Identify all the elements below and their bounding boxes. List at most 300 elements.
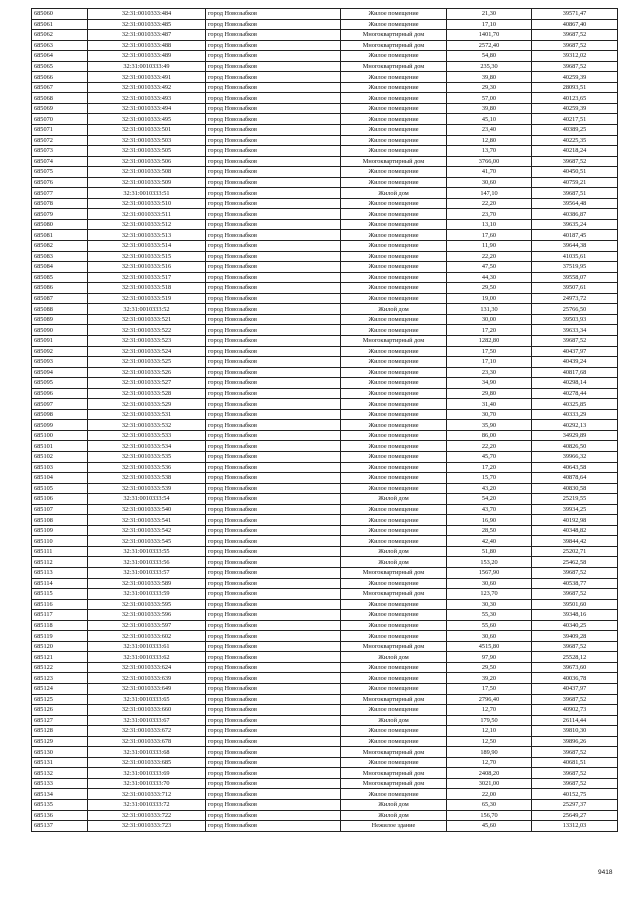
row-number-cell: 685116 [32, 599, 88, 610]
table-row [32, 736, 618, 747]
cadastral-number-cell: 32:31:0010333:501 [88, 125, 206, 136]
location-cell: город Новозыбков [206, 272, 341, 283]
object-type-cell: Жилое помещение [341, 283, 447, 294]
table-row [32, 504, 618, 515]
row-number-cell: 685083 [32, 251, 88, 262]
row-number-cell: 685120 [32, 641, 88, 652]
table-row [32, 325, 618, 336]
location-cell: город Новозыбков [206, 367, 341, 378]
object-type-cell: Жилое помещение [341, 420, 447, 431]
object-type-cell: Жилой дом [341, 715, 447, 726]
area-cell: 2572,40 [447, 40, 532, 51]
location-cell: город Новозыбков [206, 219, 341, 230]
location-cell: город Новозыбков [206, 177, 341, 188]
table-row [32, 599, 618, 610]
row-number-cell: 685090 [32, 325, 88, 336]
cadastral-number-cell: 32:31:0010333:712 [88, 789, 206, 800]
row-number-cell: 685087 [32, 293, 88, 304]
unit-price-cell: 40123,65 [532, 93, 618, 104]
area-cell: 57,00 [447, 93, 532, 104]
location-cell: город Новозыбков [206, 125, 341, 136]
area-cell: 17,20 [447, 462, 532, 473]
unit-price-cell: 40826,50 [532, 441, 618, 452]
object-type-cell: Жилое помещение [341, 93, 447, 104]
cadastral-number-cell: 32:31:0010333:672 [88, 726, 206, 737]
row-number-cell: 685117 [32, 610, 88, 621]
area-cell: 41,70 [447, 167, 532, 178]
object-type-cell: Жилое помещение [341, 451, 447, 462]
object-type-cell: Жилой дом [341, 810, 447, 821]
unit-price-cell: 40036,78 [532, 673, 618, 684]
area-cell: 12,70 [447, 757, 532, 768]
location-cell: город Новозыбков [206, 705, 341, 716]
location-cell: город Новозыбков [206, 641, 341, 652]
cadastral-number-cell: 32:31:0010333:542 [88, 525, 206, 536]
object-type-cell: Жилое помещение [341, 525, 447, 536]
object-type-cell: Жилое помещение [341, 125, 447, 136]
row-number-cell: 685067 [32, 82, 88, 93]
unit-price-cell: 39409,28 [532, 631, 618, 642]
location-cell: город Новозыбков [206, 504, 341, 515]
area-cell: 13,70 [447, 146, 532, 157]
cadastral-number-cell: 32:31:0010333:56 [88, 557, 206, 568]
cadastral-number-cell: 32:31:0010333:723 [88, 821, 206, 832]
location-cell: город Новозыбков [206, 483, 341, 494]
row-number-cell: 685099 [32, 420, 88, 431]
object-type-cell: Жилое помещение [341, 167, 447, 178]
row-number-cell: 685108 [32, 515, 88, 526]
table-row [32, 525, 618, 536]
cadastral-number-cell: 32:31:0010333:538 [88, 473, 206, 484]
cadastral-number-cell: 32:31:0010333:532 [88, 420, 206, 431]
row-number-cell: 685091 [32, 335, 88, 346]
row-number-cell: 685131 [32, 757, 88, 768]
table-row [32, 378, 618, 389]
location-cell: город Новозыбков [206, 694, 341, 705]
unit-price-cell: 39564,48 [532, 198, 618, 209]
location-cell: город Новозыбков [206, 167, 341, 178]
area-cell: 156,70 [447, 810, 532, 821]
object-type-cell: Жилое помещение [341, 388, 447, 399]
location-cell: город Новозыбков [206, 251, 341, 262]
unit-price-cell: 40192,98 [532, 515, 618, 526]
row-number-cell: 685126 [32, 705, 88, 716]
area-cell: 4515,80 [447, 641, 532, 652]
table-row [32, 19, 618, 30]
area-cell: 189,90 [447, 747, 532, 758]
location-cell: город Новозыбков [206, 9, 341, 20]
table-row [32, 536, 618, 547]
location-cell: город Новозыбков [206, 82, 341, 93]
location-cell: город Новозыбков [206, 684, 341, 695]
area-cell: 16,90 [447, 515, 532, 526]
location-cell: город Новозыбков [206, 325, 341, 336]
table-row [32, 557, 618, 568]
table-row [32, 251, 618, 262]
location-cell: город Новозыбков [206, 536, 341, 547]
registry-table-container [31, 8, 617, 832]
object-type-cell: Жилое помещение [341, 262, 447, 273]
location-cell: город Новозыбков [206, 620, 341, 631]
unit-price-cell: 40152,75 [532, 789, 618, 800]
unit-price-cell: 40437,97 [532, 684, 618, 695]
location-cell: город Новозыбков [206, 789, 341, 800]
row-number-cell: 685063 [32, 40, 88, 51]
area-cell: 12,70 [447, 705, 532, 716]
object-type-cell: Жилой дом [341, 494, 447, 505]
row-number-cell: 685078 [32, 198, 88, 209]
cadastral-number-cell: 32:31:0010333:493 [88, 93, 206, 104]
object-type-cell: Жилое помещение [341, 198, 447, 209]
object-type-cell: Жилое помещение [341, 684, 447, 695]
row-number-cell: 685111 [32, 546, 88, 557]
object-type-cell: Жилое помещение [341, 219, 447, 230]
table-row [32, 589, 618, 600]
location-cell: город Новозыбков [206, 135, 341, 146]
row-number-cell: 685137 [32, 821, 88, 832]
object-type-cell: Жилое помещение [341, 103, 447, 114]
unit-price-cell: 39507,61 [532, 283, 618, 294]
cadastral-number-cell: 32:31:0010333:595 [88, 599, 206, 610]
table-row [32, 641, 618, 652]
table-row [32, 441, 618, 452]
row-number-cell: 685073 [32, 146, 88, 157]
cadastral-number-cell: 32:31:0010333:597 [88, 620, 206, 631]
area-cell: 3766,00 [447, 156, 532, 167]
cadastral-number-cell: 32:31:0010333:54 [88, 494, 206, 505]
location-cell: город Новозыбков [206, 241, 341, 252]
registry-table [31, 8, 618, 832]
row-number-cell: 685096 [32, 388, 88, 399]
cadastral-number-cell: 32:31:0010333:521 [88, 314, 206, 325]
location-cell: город Новозыбков [206, 399, 341, 410]
unit-price-cell: 40225,35 [532, 135, 618, 146]
table-row [32, 198, 618, 209]
location-cell: город Новозыбков [206, 388, 341, 399]
object-type-cell: Жилое помещение [341, 726, 447, 737]
object-type-cell: Многоквартирный дом [341, 335, 447, 346]
row-number-cell: 685130 [32, 747, 88, 758]
location-cell: город Новозыбков [206, 146, 341, 157]
object-type-cell: Жилое помещение [341, 135, 447, 146]
table-row [32, 335, 618, 346]
area-cell: 47,50 [447, 262, 532, 273]
location-cell: город Новозыбков [206, 599, 341, 610]
row-number-cell: 685113 [32, 567, 88, 578]
object-type-cell: Жилое помещение [341, 620, 447, 631]
table-row [32, 114, 618, 125]
object-type-cell: Жилое помещение [341, 19, 447, 30]
location-cell: город Новозыбков [206, 610, 341, 621]
unit-price-cell: 39644,38 [532, 241, 618, 252]
cadastral-number-cell: 32:31:0010333:678 [88, 736, 206, 747]
unit-price-cell: 25219,55 [532, 494, 618, 505]
cadastral-number-cell: 32:31:0010333:529 [88, 399, 206, 410]
location-cell: город Новозыбков [206, 473, 341, 484]
object-type-cell: Жилой дом [341, 546, 447, 557]
area-cell: 45,60 [447, 821, 532, 832]
object-type-cell: Жилое помещение [341, 662, 447, 673]
row-number-cell: 685127 [32, 715, 88, 726]
unit-price-cell: 39687,52 [532, 61, 618, 72]
table-row [32, 673, 618, 684]
object-type-cell: Жилое помещение [341, 230, 447, 241]
area-cell: 19,00 [447, 293, 532, 304]
object-type-cell: Многоквартирный дом [341, 778, 447, 789]
table-row [32, 219, 618, 230]
unit-price-cell: 39558,07 [532, 272, 618, 283]
object-type-cell: Жилое помещение [341, 599, 447, 610]
unit-price-cell: 25528,12 [532, 652, 618, 663]
cadastral-number-cell: 32:31:0010333:536 [88, 462, 206, 473]
object-type-cell: Жилое помещение [341, 367, 447, 378]
table-row [32, 747, 618, 758]
table-row [32, 800, 618, 811]
cadastral-number-cell: 32:31:0010333:539 [88, 483, 206, 494]
cadastral-number-cell: 32:31:0010333:528 [88, 388, 206, 399]
location-cell: город Новозыбков [206, 757, 341, 768]
row-number-cell: 685102 [32, 451, 88, 462]
cadastral-number-cell: 32:31:0010333:531 [88, 409, 206, 420]
row-number-cell: 685071 [32, 125, 88, 136]
table-row [32, 167, 618, 178]
object-type-cell: Жилое помещение [341, 241, 447, 252]
object-type-cell: Жилое помещение [341, 399, 447, 410]
object-type-cell: Жилое помещение [341, 272, 447, 283]
object-type-cell: Жилое помещение [341, 177, 447, 188]
location-cell: город Новозыбков [206, 262, 341, 273]
registry-table-body [32, 9, 618, 832]
cadastral-number-cell: 32:31:0010333:484 [88, 9, 206, 20]
cadastral-number-cell: 32:31:0010333:503 [88, 135, 206, 146]
area-cell: 30,60 [447, 631, 532, 642]
cadastral-number-cell: 32:31:0010333:540 [88, 504, 206, 515]
cadastral-number-cell: 32:31:0010333:534 [88, 441, 206, 452]
location-cell: город Новозыбков [206, 673, 341, 684]
unit-price-cell: 39687,52 [532, 567, 618, 578]
table-row [32, 293, 618, 304]
unit-price-cell: 37519,95 [532, 262, 618, 273]
object-type-cell: Многоквартирный дом [341, 567, 447, 578]
table-row [32, 367, 618, 378]
area-cell: 11,90 [447, 241, 532, 252]
table-row [32, 451, 618, 462]
row-number-cell: 685075 [32, 167, 88, 178]
object-type-cell: Многоквартирный дом [341, 61, 447, 72]
area-cell: 22,20 [447, 198, 532, 209]
unit-price-cell: 25649,27 [532, 810, 618, 821]
row-number-cell: 685112 [32, 557, 88, 568]
table-row [32, 146, 618, 157]
cadastral-number-cell: 32:31:0010333:524 [88, 346, 206, 357]
location-cell: город Новозыбков [206, 40, 341, 51]
cadastral-number-cell: 32:31:0010333:525 [88, 357, 206, 368]
row-number-cell: 685133 [32, 778, 88, 789]
table-row [32, 399, 618, 410]
area-cell: 1401,70 [447, 30, 532, 41]
unit-price-cell: 40643,58 [532, 462, 618, 473]
object-type-cell: Жилое помещение [341, 515, 447, 526]
location-cell: город Новозыбков [206, 30, 341, 41]
location-cell: город Новозыбков [206, 293, 341, 304]
table-row [32, 705, 618, 716]
object-type-cell: Жилое помещение [341, 146, 447, 157]
object-type-cell: Жилое помещение [341, 430, 447, 441]
location-cell: город Новозыбков [206, 209, 341, 220]
row-number-cell: 685097 [32, 399, 88, 410]
location-cell: город Новозыбков [206, 198, 341, 209]
unit-price-cell: 40759,21 [532, 177, 618, 188]
row-number-cell: 685064 [32, 51, 88, 62]
unit-price-cell: 39934,25 [532, 504, 618, 515]
cadastral-number-cell: 32:31:0010333:509 [88, 177, 206, 188]
unit-price-cell: 39687,52 [532, 778, 618, 789]
object-type-cell: Жилое помещение [341, 473, 447, 484]
table-row [32, 9, 618, 20]
row-number-cell: 685065 [32, 61, 88, 72]
row-number-cell: 685100 [32, 430, 88, 441]
row-number-cell: 685124 [32, 684, 88, 695]
table-row [32, 757, 618, 768]
row-number-cell: 685072 [32, 135, 88, 146]
unit-price-cell: 39571,47 [532, 9, 618, 20]
unit-price-cell: 40817,68 [532, 367, 618, 378]
object-type-cell: Жилое помещение [341, 757, 447, 768]
unit-price-cell: 40259,39 [532, 72, 618, 83]
table-row [32, 262, 618, 273]
cadastral-number-cell: 32:31:0010333:68 [88, 747, 206, 758]
table-row [32, 72, 618, 83]
location-cell: город Новозыбков [206, 430, 341, 441]
area-cell: 22,20 [447, 251, 532, 262]
unit-price-cell: 26114,44 [532, 715, 618, 726]
row-number-cell: 685085 [32, 272, 88, 283]
table-row [32, 494, 618, 505]
area-cell: 43,70 [447, 504, 532, 515]
row-number-cell: 685061 [32, 19, 88, 30]
area-cell: 31,40 [447, 399, 532, 410]
unit-price-cell: 40298,14 [532, 378, 618, 389]
table-row [32, 662, 618, 673]
unit-price-cell: 39896,26 [532, 736, 618, 747]
area-cell: 54,20 [447, 494, 532, 505]
row-number-cell: 685092 [32, 346, 88, 357]
area-cell: 45,70 [447, 451, 532, 462]
unit-price-cell: 24973,72 [532, 293, 618, 304]
unit-price-cell: 40218,24 [532, 146, 618, 157]
cadastral-number-cell: 32:31:0010333:519 [88, 293, 206, 304]
unit-price-cell: 39503,93 [532, 314, 618, 325]
row-number-cell: 685115 [32, 589, 88, 600]
unit-price-cell: 40681,51 [532, 757, 618, 768]
cadastral-number-cell: 32:31:0010333:660 [88, 705, 206, 716]
row-number-cell: 685076 [32, 177, 88, 188]
row-number-cell: 685080 [32, 219, 88, 230]
table-row [32, 230, 618, 241]
location-cell: город Новозыбков [206, 378, 341, 389]
object-type-cell: Жилое помещение [341, 346, 447, 357]
area-cell: 17,50 [447, 346, 532, 357]
table-row [32, 314, 618, 325]
unit-price-cell: 40538,77 [532, 578, 618, 589]
object-type-cell: Жилое помещение [341, 293, 447, 304]
cadastral-number-cell: 32:31:0010333:495 [88, 114, 206, 125]
row-number-cell: 685104 [32, 473, 88, 484]
area-cell: 54,80 [447, 51, 532, 62]
unit-price-cell: 40348,82 [532, 525, 618, 536]
area-cell: 45,10 [447, 114, 532, 125]
row-number-cell: 685103 [32, 462, 88, 473]
row-number-cell: 685128 [32, 726, 88, 737]
unit-price-cell: 39687,52 [532, 40, 618, 51]
unit-price-cell: 39687,52 [532, 747, 618, 758]
location-cell: город Новозыбков [206, 726, 341, 737]
cadastral-number-cell: 32:31:0010333:505 [88, 146, 206, 157]
row-number-cell: 685060 [32, 9, 88, 20]
unit-price-cell: 40386,87 [532, 209, 618, 220]
row-number-cell: 685109 [32, 525, 88, 536]
object-type-cell: Нежилое здание [341, 821, 447, 832]
unit-price-cell: 25766,50 [532, 304, 618, 315]
area-cell: 34,90 [447, 378, 532, 389]
object-type-cell: Жилое помещение [341, 378, 447, 389]
unit-price-cell: 39966,32 [532, 451, 618, 462]
area-cell: 86,00 [447, 430, 532, 441]
cadastral-number-cell: 32:31:0010333:685 [88, 757, 206, 768]
unit-price-cell: 40187,45 [532, 230, 618, 241]
cadastral-number-cell: 32:31:0010333:61 [88, 641, 206, 652]
table-row [32, 473, 618, 484]
row-number-cell: 685114 [32, 578, 88, 589]
object-type-cell: Жилой дом [341, 800, 447, 811]
area-cell: 29,30 [447, 82, 532, 93]
row-number-cell: 685119 [32, 631, 88, 642]
cadastral-number-cell: 32:31:0010333:514 [88, 241, 206, 252]
cadastral-number-cell: 32:31:0010333:523 [88, 335, 206, 346]
table-row [32, 789, 618, 800]
unit-price-cell: 40830,58 [532, 483, 618, 494]
cadastral-number-cell: 32:31:0010333:596 [88, 610, 206, 621]
object-type-cell: Жилой дом [341, 652, 447, 663]
location-cell: город Новозыбков [206, 546, 341, 557]
cadastral-number-cell: 32:31:0010333:508 [88, 167, 206, 178]
table-row [32, 567, 618, 578]
unit-price-cell: 41035,61 [532, 251, 618, 262]
table-row [32, 357, 618, 368]
object-type-cell: Жилое помещение [341, 325, 447, 336]
location-cell: город Новозыбков [206, 800, 341, 811]
unit-price-cell: 40439,24 [532, 357, 618, 368]
object-type-cell: Многоквартирный дом [341, 589, 447, 600]
area-cell: 39,80 [447, 72, 532, 83]
location-cell: город Новозыбков [206, 230, 341, 241]
object-type-cell: Многоквартирный дом [341, 768, 447, 779]
object-type-cell: Жилое помещение [341, 82, 447, 93]
area-cell: 1567,90 [447, 567, 532, 578]
area-cell: 43,20 [447, 483, 532, 494]
area-cell: 30,60 [447, 578, 532, 589]
object-type-cell: Жилое помещение [341, 736, 447, 747]
unit-price-cell: 40902,73 [532, 705, 618, 716]
table-row [32, 272, 618, 283]
location-cell: город Новозыбков [206, 283, 341, 294]
cadastral-number-cell: 32:31:0010333:70 [88, 778, 206, 789]
row-number-cell: 685095 [32, 378, 88, 389]
area-cell: 28,50 [447, 525, 532, 536]
location-cell: город Новозыбков [206, 462, 341, 473]
area-cell: 17,50 [447, 684, 532, 695]
row-number-cell: 685123 [32, 673, 88, 684]
